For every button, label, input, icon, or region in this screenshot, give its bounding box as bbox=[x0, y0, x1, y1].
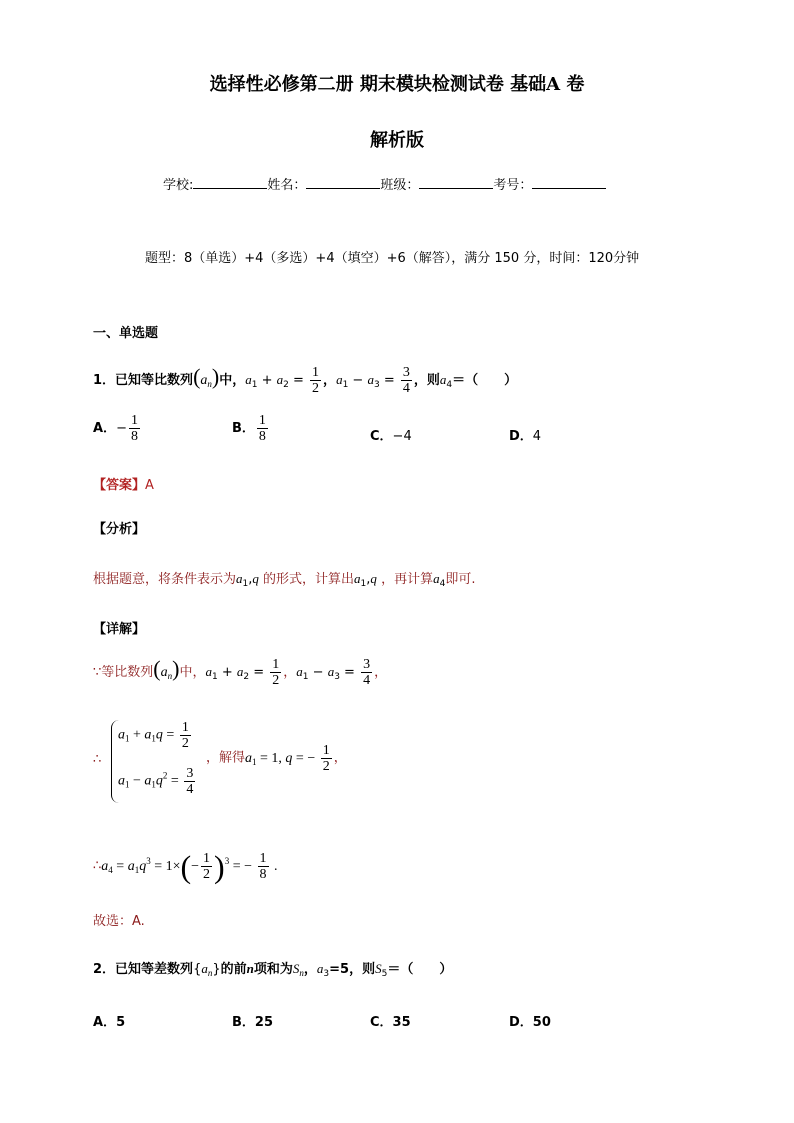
q1-stem-in: 中， bbox=[219, 373, 246, 388]
q2-number: 2． bbox=[93, 962, 116, 977]
field-number-label: 考号： bbox=[493, 178, 533, 193]
answer-tag: 【答案】 bbox=[93, 478, 146, 493]
q1-detail-tag: 【详解】 bbox=[93, 622, 146, 637]
field-school-label: 学校: bbox=[163, 178, 194, 193]
field-class-blank[interactable] bbox=[419, 176, 493, 189]
q1-seq: $(a_n)$ bbox=[193, 364, 220, 389]
q1-cond2: $a_1 - a_3$ = $\frac{3}{4}$ bbox=[336, 365, 410, 396]
q1-option-c[interactable]: C．−4 bbox=[370, 429, 412, 444]
q1-analysis-tag: 【分析】 bbox=[93, 522, 146, 537]
answer-value: A bbox=[145, 478, 154, 493]
field-name-blank[interactable] bbox=[306, 176, 380, 189]
q1-conclusion: 故选：A. bbox=[93, 914, 145, 929]
field-class-label: 班级： bbox=[380, 178, 420, 193]
section-heading: 一、单选题 bbox=[93, 326, 159, 341]
system-eq1: $a_1 + a_1q$ = $\frac{1}{2}$ bbox=[118, 720, 189, 751]
q1-analysis-text: 根据题意，将条件表示为$a_1,q$ 的形式，计算出$a_1,q$ ，再计算$a_4$即可. bbox=[93, 571, 476, 589]
page-title: 选择性必修第二册 期末模块检测试卷 基础A 卷 bbox=[209, 74, 585, 95]
q1-therefore-1: ∴ bbox=[93, 752, 102, 767]
q1-option-a[interactable]: A．− $\frac{1}{8}$ bbox=[93, 413, 138, 444]
q1-cond1: $a_1 + a_2$ = $\frac{1}{2}$ bbox=[245, 365, 320, 396]
q1-stem-comma: ， bbox=[323, 373, 337, 388]
q2-option-a[interactable]: A．5 bbox=[93, 1015, 126, 1030]
q1-stem bbox=[93, 360, 517, 402]
q1-option-b[interactable]: B． $\frac{1}{8}$ bbox=[232, 413, 266, 444]
q1-detail-line1: ∵等比数列$(a_n)$中，$a_1 + a_2$ = $\frac{1}{2}$ ，$a_1 - a_3$ = $\frac{3}{4}$ ， bbox=[93, 656, 388, 688]
q2-stem: 2．已知等差数列$\{a_n\}$的前n项和为$S_n$，$a_3=5$，则$S_5=$（ ） bbox=[93, 961, 453, 979]
q1-solve: ，解得$a_1 = 1$, q = − $\frac{1}{2}$ ， bbox=[206, 743, 347, 774]
info-fields bbox=[163, 174, 606, 193]
field-number-blank[interactable] bbox=[532, 176, 606, 189]
system-eq2: $a_1 - a_1q^2$ = $\frac{3}{4}$ bbox=[118, 766, 194, 797]
q2-option-d[interactable]: D．50 bbox=[509, 1015, 551, 1030]
q1-stem-text: 已知等比数列 bbox=[115, 373, 194, 388]
q1-stem-then: ，则 bbox=[413, 373, 440, 388]
q1-number: 1． bbox=[93, 373, 116, 388]
q1-answer bbox=[93, 474, 154, 493]
field-school-blank[interactable] bbox=[193, 176, 267, 189]
exam-info: 题型：8（单选）+4（多选）+4（填空）+6（解答），满分 150 分，时间：120分钟 bbox=[145, 251, 640, 266]
q2-option-c[interactable]: C．35 bbox=[370, 1015, 411, 1030]
field-name-label: 姓名： bbox=[267, 178, 307, 193]
q1-option-d[interactable]: D．4 bbox=[509, 429, 542, 444]
q1-paren: ＝（ ） bbox=[452, 373, 518, 388]
q1-therefore-2: $\therefore a_4 = a_1q^3 = 1\times(-$ $\frac{1}{2}$ )$^3$ = − $\frac{1}{8}$ . bbox=[93, 848, 278, 884]
q2-option-b[interactable]: B．25 bbox=[232, 1015, 274, 1030]
q1-target: $a_4$ bbox=[439, 372, 453, 390]
page-subtitle: 解析版 bbox=[370, 130, 424, 151]
